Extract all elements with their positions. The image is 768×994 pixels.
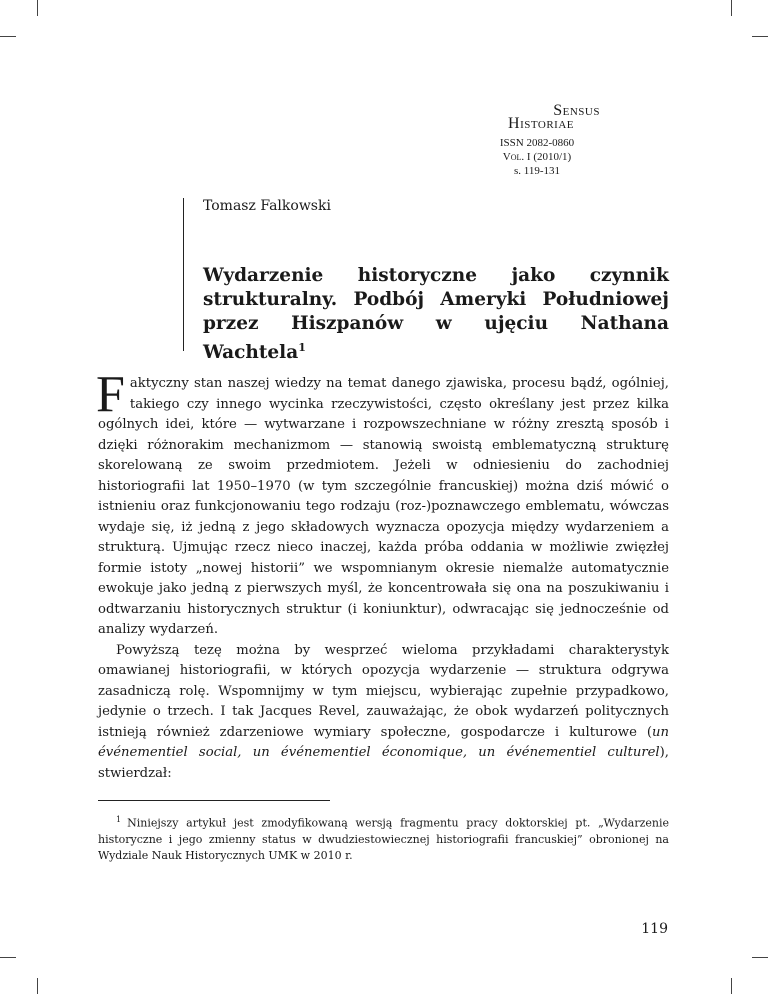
crop-mark (37, 978, 38, 994)
journal-title-line2: Historiae (508, 115, 574, 132)
crop-mark (0, 957, 16, 958)
journal-header (452, 104, 602, 178)
footnote-text: Niniejszy artykuł jest zmodyfikowaną wersją fragmentu pracy doktorskiej pt. „Wydarzenie historyczne i jego zmienny status w dwudziestowiecznej historiografii francuskiej” obronionej na Wydziale Nauk Historycznych UMK w 2010 r. (98, 816, 669, 862)
footnote-mark: 1 (116, 815, 122, 824)
crop-mark (731, 0, 732, 16)
journal-volume: Vol. I (2010/1) (502, 151, 572, 163)
journal-pages: s. 119-131 (513, 165, 561, 177)
paragraph-2-text: Powyższą tezę można by wesprzeć wieloma przykładami charakterystyk omawianej historiografii, w których opozycja wydarzenie — struktura odgrywa zasadniczą rolę. Wspomnijmy w tym miejscu, wybierając zupełnie przypadkowo, jedynie o trzech. I tak Jacques Revel, zauważając, że obok wydarzeń politycznych istnieją również zdarzeniowe wymiary społeczne, gospodarcze i kulturowe ( (98, 642, 669, 740)
paragraph-1-text: aktyczny stan naszej wiedzy na temat danego zjawiska, procesu bądź, ogólniej, takiego czy innego wycinka rzeczywistości, często określany jest przez kilka ogólnych idei, które — wytwarzane i rozpowszechniane w różny zresztą sposób i dzięki różnorakim mechanizmom — stanowią swoistą emblematyczną strukturę skorelowaną ze swoim przedmiotem. Jeżeli w odniesieniu do zachodniej historiografii lat 1950–1970 (w tym szczególnie francuskiej) można dziś mówić o istnieniu oraz funkcjonowaniu tego rodzaju (roz-)poznawczego emblematu, wówczas wydaje się, iż jedną z jego składowych wyznacza opozycja między wydarzeniem a strukturą. Ujmując rzecz nieco inaczej, każda próba oddania w możliwie zwięzłej formie istoty „nowej historii” we wspomnianym okresie niemalże automatycznie ewokuje jako jedną z pierwszych myśl, że koncentrowała się ona na poszukiwaniu i odtwarzaniu historycznych struktur (i koniunktur), odwracając się jednocześnie od analizy wydarzeń. (98, 376, 669, 637)
crop-mark (752, 957, 768, 958)
author-name: Tomasz Falkowski (203, 198, 331, 214)
title-footnote-mark[interactable]: 1 (298, 341, 306, 354)
journal-issn: ISSN 2082-0860 (499, 137, 575, 149)
paragraph-2 (98, 641, 669, 785)
drop-cap: F (96, 366, 125, 423)
page-number: 119 (641, 921, 668, 937)
footnote-separator (98, 800, 330, 801)
crop-mark (752, 36, 768, 37)
crop-mark (0, 36, 16, 37)
journal-title-line1: Sensus (553, 102, 600, 119)
journal-meta (452, 136, 602, 178)
paragraph-1 (96, 366, 669, 641)
article-title-text: Wydarzenie historyczne jako czynnik strukturalny. Podbój Ameryki Południowej przez Hiszpanów w ujęciu Nathana Wachtela (203, 265, 669, 363)
paragraph-2-end: ), stwierdzał: (98, 745, 669, 781)
crop-mark (37, 0, 38, 16)
paragraph-2-italic: un événementiel social, un événementiel économique, un événementiel culturel (98, 724, 669, 760)
article-title (203, 264, 669, 365)
crop-mark (731, 978, 732, 994)
article-body (96, 366, 669, 784)
footnote (98, 812, 669, 864)
title-rule (183, 198, 184, 351)
